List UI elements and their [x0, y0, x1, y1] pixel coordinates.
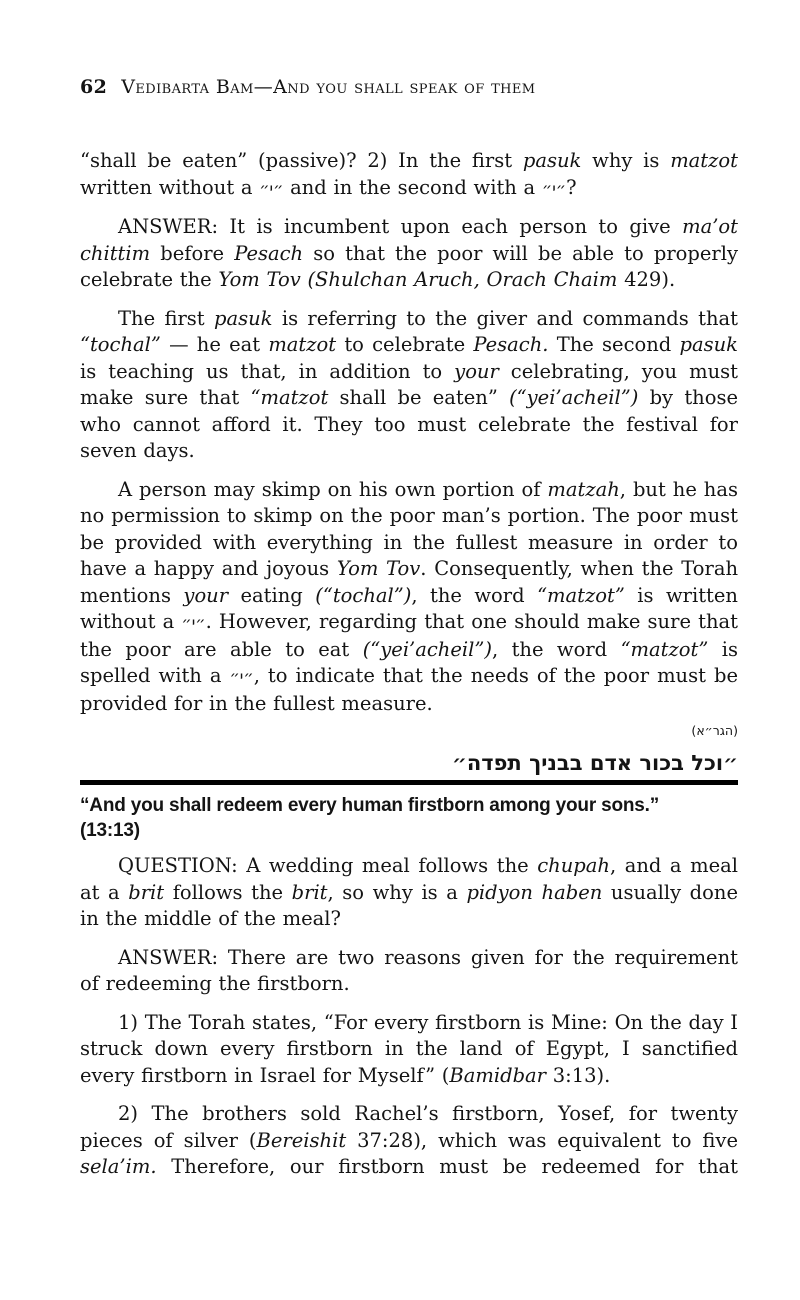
- paragraph-3: The first pasuk is referring to the giver and commands that “tochal” — he eat matzot to celebrate Pesach. The second pasuk is teaching us that, in addition to your celebrating, you must make sure that “matzot shall be eaten” (“yei’acheil”) by those who cannot afford it. They too must celebrate the festival for seven days.: [80, 306, 739, 462]
- paragraph-2: ANSWER: It is incumbent upon each person to give ma’ot chittim before Pesach so that the poor will be able to properly celebrate the Yom Tov (Shulchan Aruch, Orach Chaim 429).: [80, 215, 738, 291]
- paragraph-7: 1) The Torah states, “For every firstborn is Mine: On the day I struck down every firstborn in the land of Egypt, I sanctified every firstborn in Israel for Myself” (Bamidbar 3:13).: [80, 1010, 738, 1087]
- paragraph-5: QUESTION: A wedding meal follows the chupah, and a meal at a brit follows the brit, so why is a pidyon haben usually done in the middle of the meal?: [80, 854, 739, 930]
- book-title: Vedibarta Bam—And you shall speak of them: [121, 76, 536, 98]
- english-verse-heading: “And you shall redeem every human firstborn among your sons.” (13:13): [80, 795, 660, 841]
- page-number: 62: [80, 76, 108, 98]
- paragraph-1: “shall be eaten” (passive)? 2) In the first pasuk why is matzot written without a ״י״ and in the second with a ״י״?: [80, 149, 738, 199]
- paragraph-4: A person may skimp on his own portion of matzah, but he has no permission to skimp on the poor man’s portion. The poor must be provided with everything in the fullest measure in order to have a happy and joyous Yom Tov. Consequently, when the Torah mentions your eating (“tochal”), the word “matzot” is written without a ״י״. However, regarding that one should make sure that the poor are able to eat (“yei’acheil”), the word “matzot” is spelled with a ״י״, to indicate that the needs of the poor must be provided for in the fullest measure.: [80, 477, 738, 715]
- page-body: [80, 148, 738, 1181]
- page-header: [80, 76, 738, 98]
- heading-divider: [80, 780, 738, 785]
- hebrew-verse-heading: ״וכל בכור אדם בבניך תפדה״: [451, 751, 738, 775]
- source-attribution: (הגר״א): [691, 723, 738, 738]
- paragraph-6: ANSWER: There are two reasons given for the requirement of redeeming the firstborn.: [80, 945, 738, 995]
- paragraph-8: 2) The brothers sold Rachel’s firstborn, Yosef, for twenty pieces of silver (Bereishit 37:28), which was equivalent to five sela’im. Therefore, our firstborn must be redeemed for that: [80, 1102, 738, 1178]
